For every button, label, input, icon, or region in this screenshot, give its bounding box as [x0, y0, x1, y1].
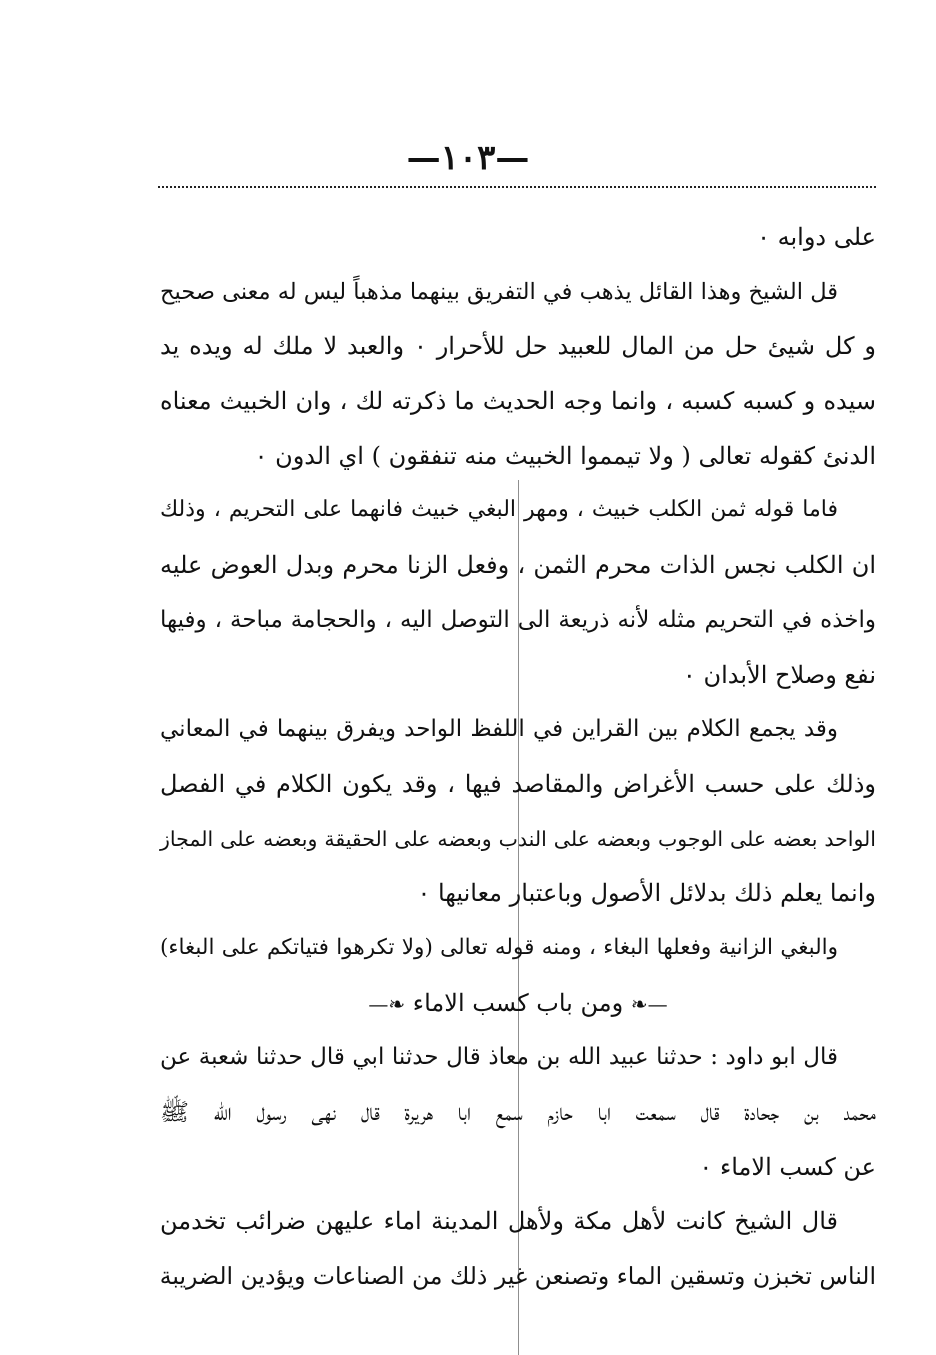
text-line: قل الشيخ وهذا القائل يذهب في التفريق بينهما مذهباً ليس له معنى صحيح	[160, 278, 838, 305]
text-line: ان الكلب نجس الذات محرم الثمن ، وفعل الزنا محرم وبدل العوض عليه	[160, 551, 876, 580]
text-line: عن كسب الاماء ٠	[699, 1152, 876, 1181]
text-line: واخذه في التحريم مثله لأنه ذريعة الى التوصل اليه ، والحجامة مباحة ، وفيها	[160, 606, 876, 633]
text-line: الواحد بعضه على الوجوب وبعضه على الندب وبعضه على الحقيقة وبعضه على المجاز	[160, 826, 876, 851]
text-line: قال الشيخ كانت لأهل مكة ولأهل المدينة اماء عليهن ضرائب تخدمن	[160, 1207, 838, 1236]
section-heading	[160, 976, 876, 1031]
text-line: سيده و كسبه كسبه ، وانما وجه الحديث ما ذكرته لك ، وان الخبيث معناه	[160, 387, 876, 416]
text-line: قال ابو داود : حدثنا عبيد الله بن معاذ قال حدثنا ابي قال حدثنا شعبة عن	[160, 1044, 838, 1071]
text-body	[160, 210, 876, 1304]
text-line: فاما قوله ثمن الكلب خبيث ، ومهر البغي خبيث فانهما على التحريم ، وذلك	[160, 497, 838, 523]
text-line: محمد بن جحادة قال سمعت ابا حازم سمع ابا هريرة قال نهى رسول الله ﷺ	[160, 1098, 876, 1126]
text-line: وقد يجمع الكلام بين القراين في اللفظ الواحد ويفرق بينهما في المعاني	[160, 716, 838, 743]
text-line: على دوابه ٠	[757, 223, 876, 251]
page-number: —١٠٣—	[406, 138, 530, 178]
text-line: والبغي الزانية وفعلها البغاء ، ومنه قوله تعالى (ولا تكرهوا فتياتكم على البغاء)	[160, 934, 838, 960]
text-line: و كل شيئ حل من المال للعبيد حل للأحرار ٠ والعبد لا ملك له ويده يد	[160, 332, 877, 361]
text-line: الناس تخبزن وتسقين الماء وتصنعن غير ذلك من الصناعات ويؤدين الضريبة	[159, 1262, 876, 1291]
section-heading-text: ومن باب كسب الاماء	[412, 988, 624, 1017]
text-line: وانما يعلم ذلك بدلائل الأصول وباعتبار معانيها ٠	[417, 879, 876, 908]
text-line: وذلك على حسب الأغراض والمقاصد فيها ، وقد يكون الكلام في الفصل	[160, 769, 876, 798]
text-line: نفع وصلاح الأبدان ٠	[682, 660, 876, 689]
text-line: الدنئ كقوله تعالى ( ولا تيمموا الخبيث منه تنفقون ) اي الدون ٠	[254, 441, 876, 470]
ornament-right-icon: —❧	[630, 991, 668, 1016]
ornament-left-icon: ❧—	[368, 991, 406, 1016]
header-rule	[158, 186, 876, 188]
